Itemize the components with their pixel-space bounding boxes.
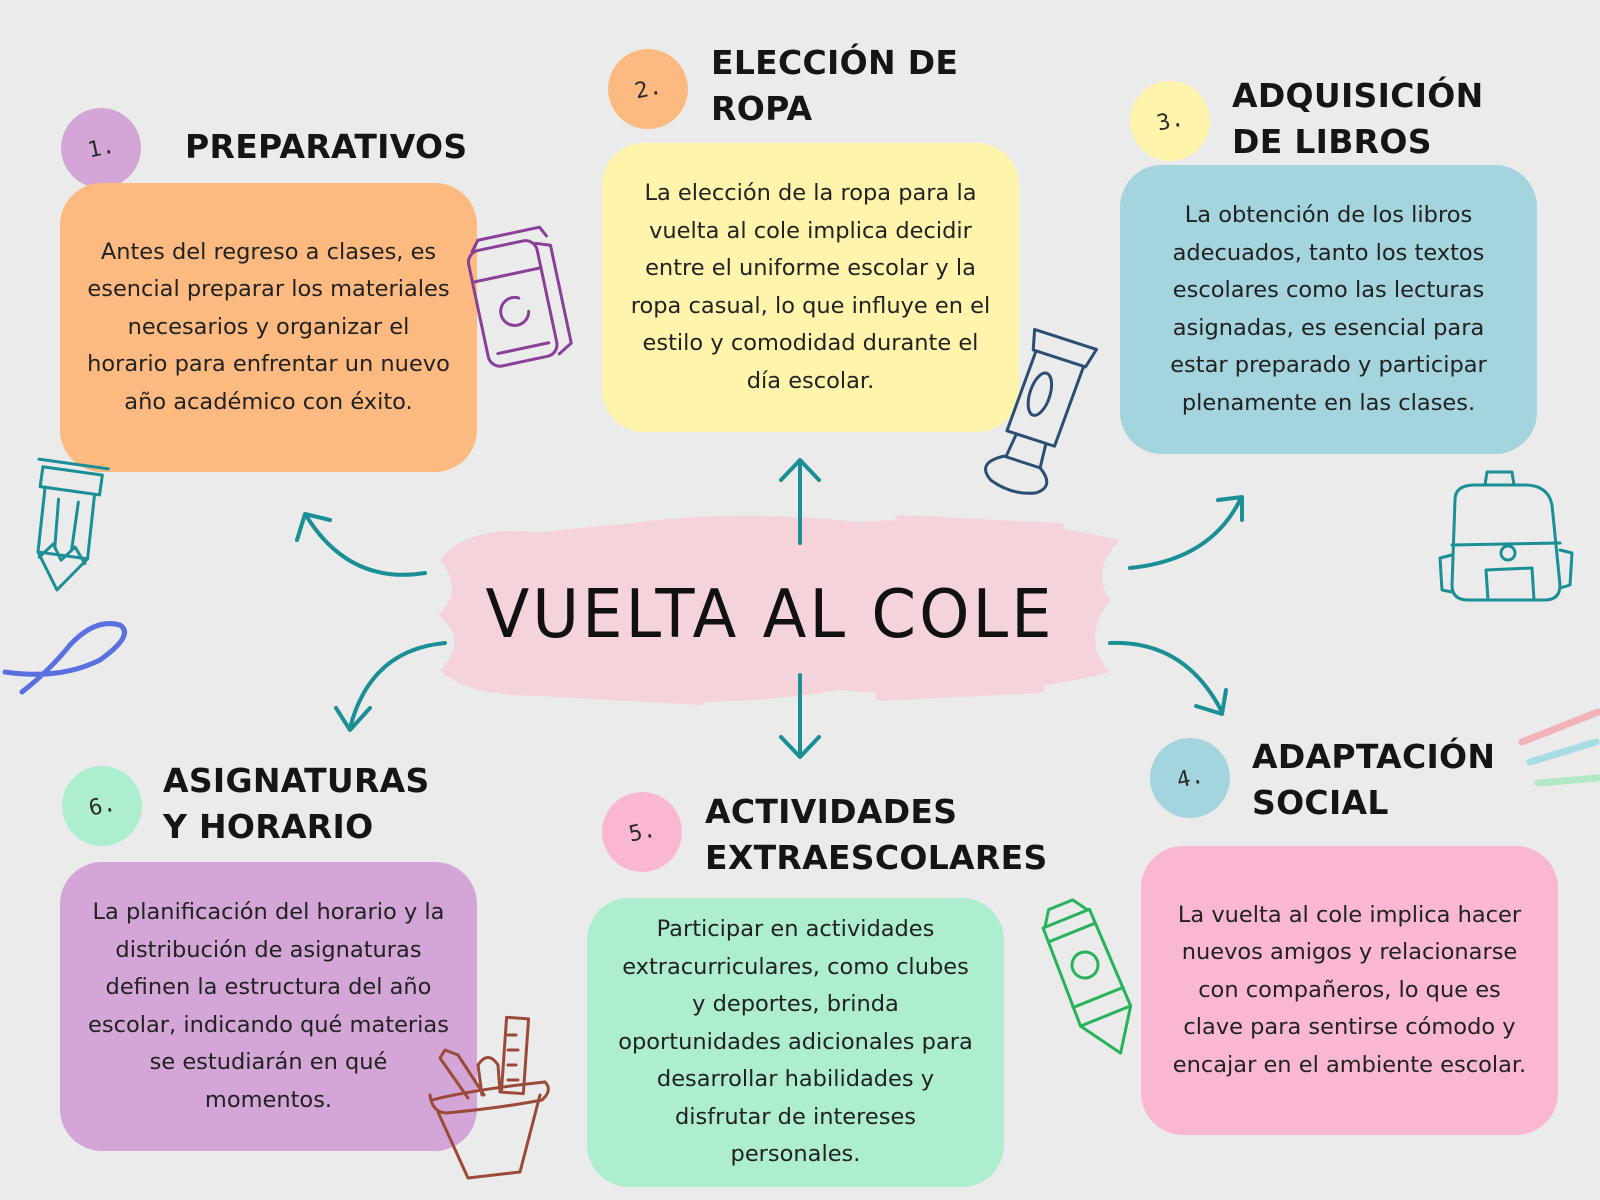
step-number-badge: 5. — [602, 792, 682, 872]
card-adquisicion-de-libros — [1120, 165, 1537, 454]
section-title-asignaturas-y-horario: ASIGNATURAS Y HORARIO — [163, 761, 430, 846]
section-title-preparativos: PREPARATIVOS — [185, 127, 468, 166]
card-text: Participar en actividades extracurriculares, como clubes y deportes, brinda oportunidades adicionales para desarrollar habilidades y disfrutar de intereses personales. — [618, 916, 973, 1168]
arrow-down — [781, 675, 819, 757]
card-adaptacion-social — [1141, 846, 1558, 1135]
card-actividades-extraescolares — [587, 898, 1004, 1187]
section-title-adaptacion-social: ADAPTACIÓN SOCIAL — [1252, 737, 1496, 822]
card-eleccion-de-ropa — [602, 143, 1019, 432]
card-text: La vuelta al cole implica hacer nuevos amigos y relacionarse con compañeros, lo que es clave para sentirse cómodo y encajar en el ambiente escolar. — [1172, 901, 1527, 1078]
card-asignaturas-y-horario — [60, 862, 477, 1151]
arrow-upper-left — [297, 514, 425, 575]
card-text: La obtención de los libros adecuados, tanto los textos escolares como las lecturas asignadas, es esencial para estar preparado y participar plenamente en las clases. — [1170, 202, 1487, 416]
center-title: VUELTA AL COLE — [485, 576, 1055, 654]
step-number-badge: 6. — [62, 766, 142, 846]
arrow-lower-left — [336, 643, 445, 730]
card-text: Antes del regreso a clases, es esencial preparar los materiales necesarios y organizar el horario para enfrentar un nuevo año académico con éxito. — [87, 238, 450, 415]
step-number-badge: 4. — [1150, 738, 1230, 818]
card-preparativos — [60, 183, 477, 472]
card-text: La planificación del horario y la distribución de asignaturas definen la estructura del año escolar, indicando qué materias se estudiarán en qué momentos. — [88, 899, 449, 1113]
section-title-adquisicion-de-libros: ADQUISICIÓN DE LIBROS — [1232, 76, 1484, 161]
arrow-lower-right — [1110, 643, 1226, 714]
step-number-badge: 2. — [608, 49, 688, 129]
section-title-actividades-extraescolares: ACTIVIDADES EXTRAESCOLARES — [705, 792, 1048, 877]
step-number-badge: 1. — [61, 108, 141, 188]
section-title-eleccion-de-ropa: ELECCIÓN DE ROPA — [711, 43, 959, 128]
arrow-upper-right — [1130, 497, 1242, 568]
step-number-badge: 3. — [1130, 81, 1210, 161]
card-text: La elección de la ropa para la vuelta al cole implica decidir entre el uniforme escolar y la ropa casual, lo que influye en el estilo y comodidad durante el día escolar. — [630, 180, 991, 394]
arrow-up — [781, 460, 819, 543]
